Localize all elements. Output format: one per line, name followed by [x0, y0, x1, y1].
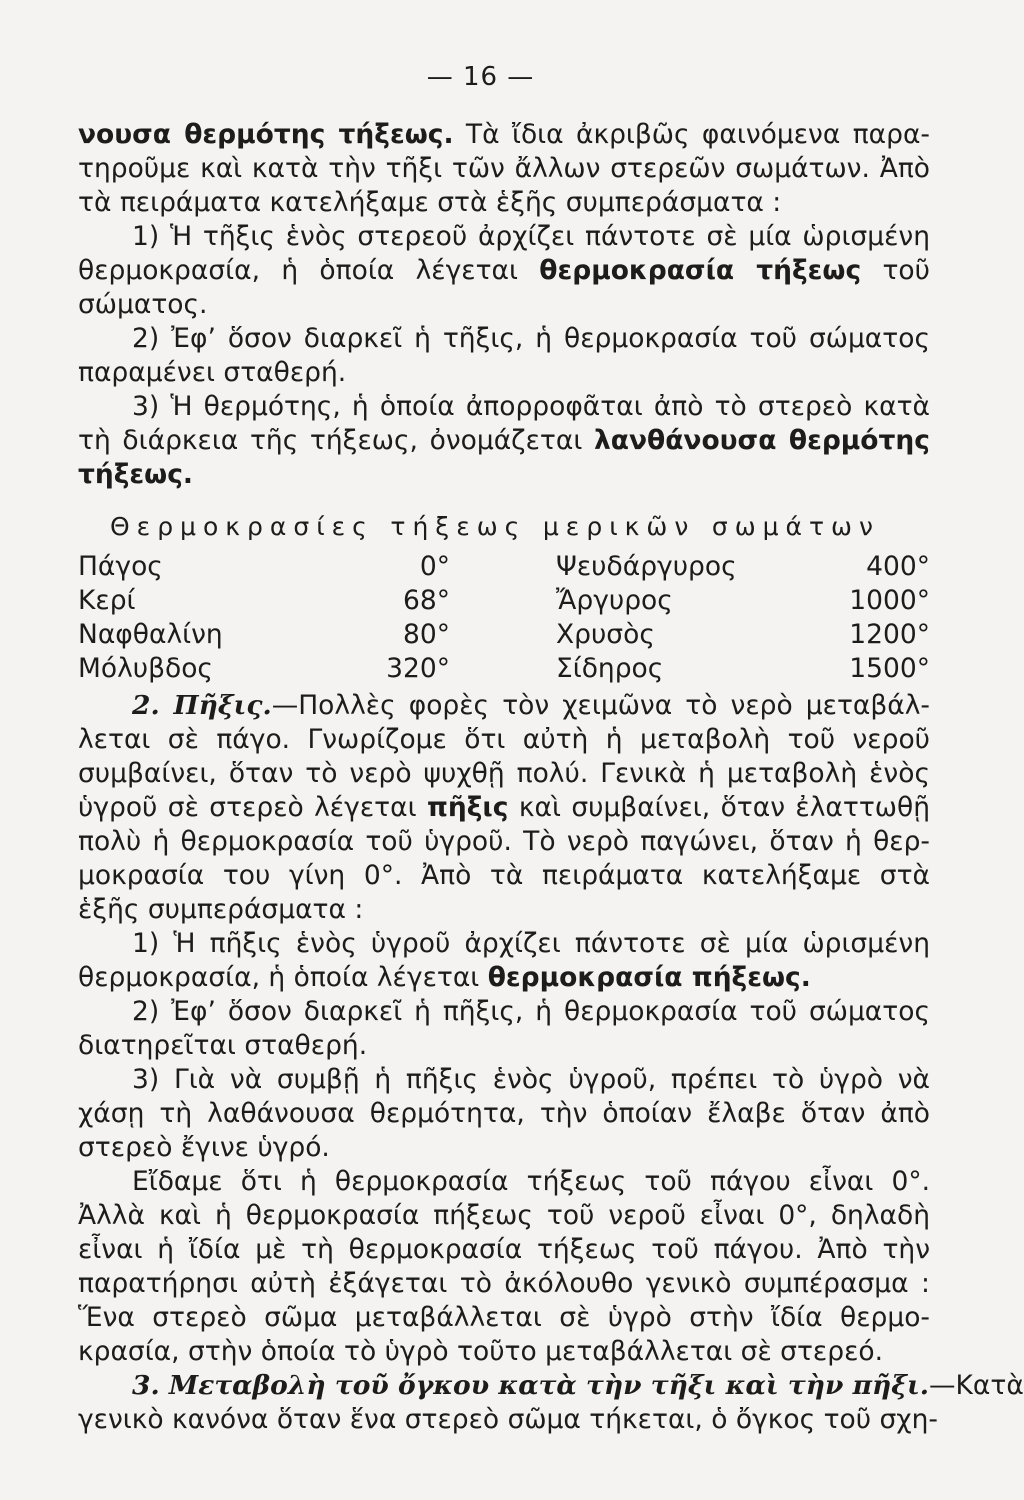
table-row: [78, 584, 930, 618]
text-run: κρασία, στὴν ὁποία τὸ ὑγρὸ τοῦτο μεταβάλλεται σὲ στερεό.: [78, 1336, 884, 1367]
text-line: [132, 390, 930, 424]
text-run: —Κατὰ: [929, 1370, 1024, 1401]
table-title-word: τήξεως: [390, 512, 527, 541]
table-title: [110, 512, 880, 541]
emphasized-text: θερμοκρασία πήξεως.: [487, 962, 811, 993]
text-line: [78, 1131, 930, 1165]
text-line: [78, 723, 930, 757]
emphasized-text: 3. Μεταβολὴ τοῦ ὄγκου κατὰ τὴν τῆξι καὶ τὴν πῆξι.: [132, 1370, 930, 1401]
text-line: [78, 893, 930, 927]
text-line: [78, 1233, 930, 1267]
text-run: χάσῃ τὴ λαθάνουσα θερμότητα, τὴν ὁποίαν ἔλαβε ὅταν ἀπὸ: [78, 1098, 930, 1129]
text-line: [78, 1267, 930, 1301]
text-line: [78, 1029, 930, 1063]
melting-point: 68°: [403, 585, 450, 616]
emphasized-text: πῆξις: [426, 792, 509, 823]
text-run: —Πολλὲς φορὲς τὸν χειμῶνα τὸ νερὸ μεταβάλ-: [271, 690, 930, 721]
text-line: [78, 1301, 930, 1335]
substance-name: Ναφθαλίνη: [78, 619, 223, 650]
page-number: — 16 —: [426, 62, 535, 92]
text-run: τὰ πειράματα κατελήξαμε στὰ ἑξῆς συμπεράσματα :: [78, 187, 782, 218]
melting-point: 1500°: [849, 653, 930, 684]
text-run: ἑξῆς συμπεράσματα :: [78, 894, 364, 925]
text-line: [78, 791, 930, 825]
text-run: Ἕνα στερεὸ σῶμα μεταβάλλεται σὲ ὑγρὸ στὴν ἴδία θερμο-: [78, 1302, 930, 1333]
melting-point: 400°: [866, 551, 930, 582]
melting-point: 320°: [386, 653, 450, 684]
substance-name: Σίδηρος: [556, 653, 664, 684]
table-title-word: Θερμοκρασίες: [110, 512, 374, 541]
text-run: 3) Ἡ θερμότης, ἡ ὁποία ἀπορροφᾶται ἀπὸ τὸ στερεὸ κατὰ: [132, 391, 930, 422]
text-line: [78, 356, 930, 390]
table-title-word: μερικῶν: [542, 512, 696, 541]
table-row: [78, 618, 930, 652]
text-line: [78, 1199, 930, 1233]
text-line: [78, 757, 930, 791]
substance-name: Ψευδάργυρος: [556, 551, 737, 582]
text-run: μοκρασία του γίνη 0°. Ἀπὸ τὰ πειράματα κατελήξαμε στὰ: [78, 860, 930, 891]
text-run: τηροῦμε καὶ κατὰ τὴν τῆξι τῶν ἄλλων στερεῶν σωμάτων. Ἀπὸ: [78, 153, 930, 184]
text-line: [132, 995, 930, 1029]
text-line: [132, 689, 930, 723]
text-run: γενικὸ κανόνα ὅταν ἕνα στερεὸ σῶμα τήκεται, ὁ ὄγκος τοῦ σχη-: [78, 1404, 938, 1435]
text-run: 1) Ἡ πῆξις ἑνὸς ὑγροῦ ἀρχίζει πάντοτε σὲ μία ὡρισμένη: [132, 928, 930, 959]
emphasized-text: τήξεως.: [78, 459, 193, 490]
table-row: [78, 550, 930, 584]
text-run: καὶ συμβαίνει, ὅταν ἐλαττωθῇ: [508, 792, 930, 823]
text-run: στερεὸ ἔγινε ὑγρό.: [78, 1132, 330, 1163]
text-run: Τὰ ἴδια ἀκριβῶς φαινόμενα παρα-: [453, 119, 930, 150]
text-run: πολὺ ἡ θερμοκρασία τοῦ ὑγροῦ. Τὸ νερὸ παγώνει, ὅταν ἡ θερ-: [78, 826, 930, 857]
text-run: συμβαίνει, ὅταν τὸ νερὸ ψυχθῇ πολύ. Γενικὰ ἡ μεταβολὴ ἑνὸς: [78, 758, 930, 789]
emphasized-text: 2. Πῆξις.: [132, 690, 272, 721]
melting-point: 80°: [403, 619, 450, 650]
melting-point: 0°: [419, 551, 450, 582]
text-line: [78, 254, 930, 288]
text-run: παραμένει σταθερή.: [78, 357, 347, 388]
text-run: Ἀλλὰ καὶ ἡ θερμοκρασία πήξεως τοῦ νεροῦ εἶναι 0°, δηλαδὴ: [78, 1200, 930, 1231]
text-run: τοῦ: [861, 255, 930, 286]
emphasized-text: νουσα θερμότης τήξεως.: [78, 119, 454, 150]
table-row: [78, 652, 930, 686]
text-line: [132, 927, 930, 961]
table-title-word: σωμάτων: [711, 512, 880, 541]
text-line: [78, 424, 930, 458]
text-run: εἶναι ἡ ἴδία μὲ τὴ θερμοκρασία τήξεως τοῦ πάγου. Ἀπὸ τὴν: [78, 1234, 930, 1265]
text-line: [78, 859, 930, 893]
text-line: [78, 1335, 930, 1369]
substance-name: Μόλυβδος: [78, 653, 213, 684]
text-run: 2) Ἐφ’ ὅσον διαρκεῖ ἡ τῆξις, ἡ θερμοκρασία τοῦ σώματος: [132, 323, 930, 354]
text-line: [78, 458, 930, 492]
text-line: [132, 220, 930, 254]
emphasized-text: θερμοκρασία τήξεως: [539, 255, 862, 286]
substance-name: Πάγος: [78, 551, 163, 582]
text-line: [78, 825, 930, 859]
substance-name: Χρυσὸς: [556, 619, 655, 650]
melting-point: 1200°: [849, 619, 930, 650]
text-line: [78, 288, 930, 322]
text-run: 1) Ἡ τῆξις ἑνὸς στερεοῦ ἀρχίζει πάντοτε σὲ μία ὡρισμένη: [132, 221, 930, 252]
substance-name: Κερί: [78, 585, 136, 616]
substance-name: Ἄργυρος: [556, 585, 673, 616]
text-line: [78, 961, 930, 995]
emphasized-text: λανθάνουσα θερμότης: [593, 425, 930, 456]
text-line: [78, 1097, 930, 1131]
text-line: [132, 1165, 930, 1199]
text-run: 3) Γιὰ νὰ συμβῇ ἡ πῆξις ἑνὸς ὑγροῦ, πρέπει τὸ ὑγρὸ νὰ: [132, 1064, 930, 1095]
text-line: [78, 152, 930, 186]
text-line: [132, 1063, 930, 1097]
text-run: θερμοκρασία, ἡ ὁποία λέγεται: [78, 962, 488, 993]
text-line: [78, 118, 930, 152]
text-line: [132, 1369, 1024, 1403]
text-run: παρατήρησι αὐτὴ ἐξάγεται τὸ ἀκόλουθο γενικὸ συμπέρασμα :: [78, 1268, 930, 1299]
text-line: [132, 322, 930, 356]
text-run: διατηρεῖται σταθερή.: [78, 1030, 368, 1061]
text-run: θερμοκρασία, ἡ ὁποία λέγεται: [78, 255, 540, 286]
text-run: Εἴδαμε ὅτι ἡ θερμοκρασία τήξεως τοῦ πάγου εἶναι 0°.: [132, 1166, 930, 1197]
text-run: λεται σὲ πάγο. Γνωρίζομε ὅτι αὐτὴ ἡ μεταβολὴ τοῦ νεροῦ: [78, 724, 930, 755]
text-run: τὴ διάρκεια τῆς τήξεως, ὀνομάζεται: [78, 425, 594, 456]
text-run: 2) Ἐφ’ ὅσον διαρκεῖ ἡ πῆξις, ἡ θερμοκρασία τοῦ σώματος: [132, 996, 930, 1027]
text-run: σώματος.: [78, 289, 208, 320]
text-run: ὑγροῦ σὲ στερεὸ λέγεται: [78, 792, 427, 823]
melting-point: 1000°: [849, 585, 930, 616]
text-line: [78, 186, 930, 220]
text-line: [78, 1403, 938, 1437]
